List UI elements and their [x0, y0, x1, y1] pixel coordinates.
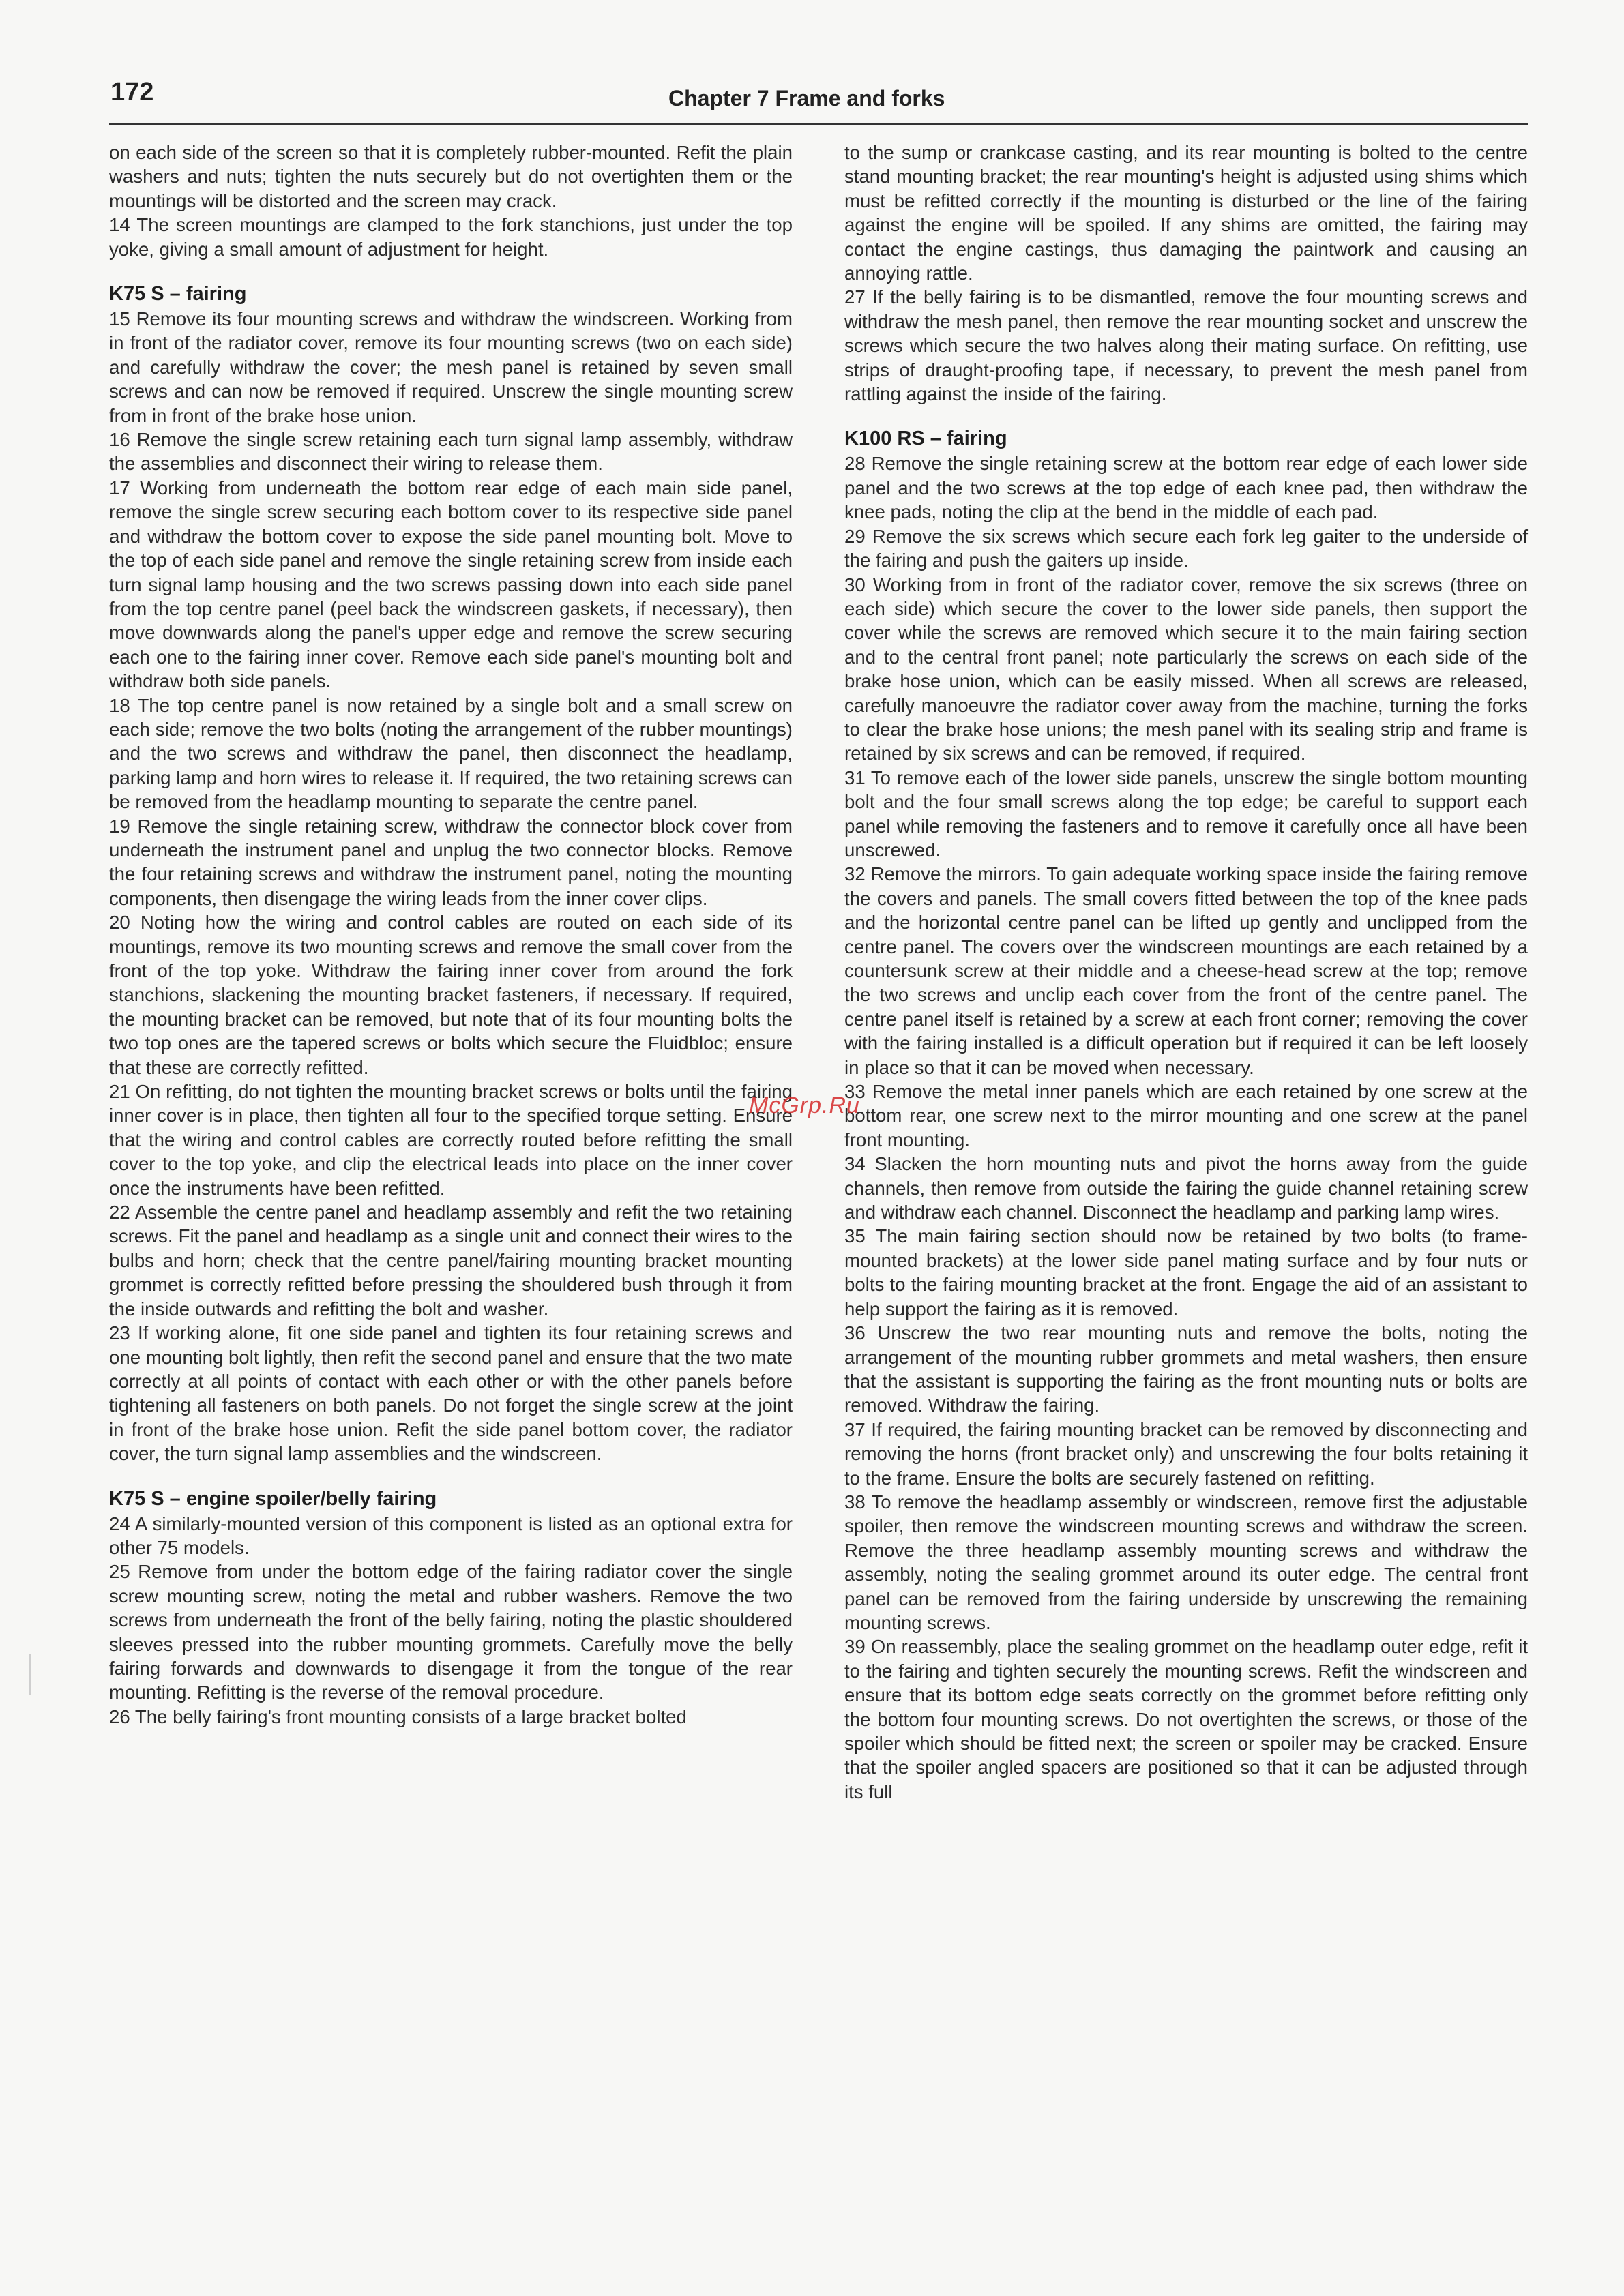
paragraph: 35 The main fairing section should now be retained by two bolts (to frame-mounted brackets) at the lower side panel mating surface and by four nuts or bolts to the fairing mounting bracket at the front. Engage the aid of an assistant to help support the fairing as it is removed. [844, 1225, 1528, 1320]
paragraph: 20 Noting how the wiring and control cables are routed on each side of its mountings, remove its two mounting screws and remove the small cover from the front of the top yoke. Withdraw the fairing inner cover from around the fork stanchions, slackening the mounting bracket fasteners, if necessary. If required, the mounting bracket can be removed, but note that of its four mounting bolts the two top ones are the tapered screws or bolts which secure the Fluidbloc; ensure that these are correctly refitted. [109, 912, 793, 1078]
paragraph: 38 To remove the headlamp assembly or windscreen, remove first the adjustable spoiler, then remove the windscreen mounting screws and withdraw the screen. Remove the three headlamp assembly mounting screws and withdraw the assembly, noting the sealing grommet around its outer edge. The central front panel can be removed from the fairing underside by unscrewing the remaining mounting screws. [844, 1491, 1528, 1633]
paragraph: on each side of the screen so that it is completely rubber-mounted. Refit the plain washers and nuts; tighten the nuts securely but do not overtighten them or the mountings will be distorted and the screen may crack. [109, 142, 793, 211]
paragraph: 17 Working from underneath the bottom rear edge of each main side panel, remove the single screw securing each bottom cover to its respective side panel and withdraw the bottom cover to expose the side panel mounting bolt. Move to the top of each side panel and remove the single retaining screw from inside each turn signal lamp housing and the two screws passing down into each side panel from the top centre panel (peel back the windscreen gaskets, if necessary), then move downwards along the panel's upper edge and remove the screw securing each one to the fairing inner cover. Remove each side panel's mounting bolt and withdraw both side panels. [109, 477, 793, 692]
paragraph: 18 The top centre panel is now retained by a single bolt and a small screw on each side; remove the two bolts (noting the arrangement of the rubber mountings) and the two screws and withdraw the panel, then disconnect the headlamp, parking lamp and horn wires to release it. If required, the two retaining screws can be removed from the headlamp mounting to separate the centre panel. [109, 694, 793, 813]
watermark-text: McGrp.Ru [749, 1092, 860, 1118]
paragraph: 24 A similarly-mounted version of this component is listed as an optional extra for other 75 models. [109, 1512, 793, 1558]
paragraph: 29 Remove the six screws which secure each fork leg gaiter to the underside of the fairing and push the gaiters up inside. [844, 525, 1528, 571]
paragraph: 14 The screen mountings are clamped to the fork stanchions, just under the top yoke, giving a small amount of adjustment for height. [109, 214, 793, 260]
paragraph: 31 To remove each of the lower side panels, unscrew the single bottom mounting bolt and the four small screws along the top edge; be careful to support each panel while removing the fasteners and to remove it carefully once all have been unscrewed. [844, 766, 1528, 861]
paragraph: 22 Assemble the centre panel and headlamp assembly and refit the two retaining screws. Fit the panel and headlamp as a single unit and connect their wires to the bulbs and horn; check that the centre panel/fairing mounting bracket mounting grommet is correctly refitted before pressing the shouldered bush through it from the inside outwards and refitting the bolt and washer. [109, 1202, 793, 1320]
paragraph: 16 Remove the single screw retaining each turn signal lamp assembly, withdraw the assemblies and disconnect their wiring to release them. [109, 429, 793, 475]
paragraph: 19 Remove the single retaining screw, withdraw the connector block cover from underneath the instrument panel and unplug the two connector blocks. Remove the four retaining screws and withdraw the instrument panel, noting the mounting components, then disengage the wiring leads from the inner cover clips. [109, 815, 793, 909]
paragraph: 34 Slacken the horn mounting nuts and pivot the horns away from the guide channels, then remove from outside the fairing the guide channel retaining screw and withdraw each channel. Disconnect the headlamp and parking lamp wires. [844, 1153, 1528, 1223]
paragraph: 36 Unscrew the two rear mounting nuts and remove the bolts, noting the arrangement of the mounting rubber grommets and metal washers, then ensure that the assistant is supporting the fairing as the front mounting nuts or bolts are removed. Withdraw the fairing. [844, 1322, 1528, 1416]
paragraph: 15 Remove its four mounting screws and withdraw the windscreen. Working from in front of the radiator cover, remove its four mounting screws (two on each side) and carefully withdraw the cover; the mesh panel is retained by seven small screws and can now be removed if required. Unscrew the single mounting screw from in front of the brake hose union. [109, 308, 793, 426]
paragraph: 32 Remove the mirrors. To gain adequate working space inside the fairing remove the covers and panels. The small covers fitted between the top of the knee pads and the horizontal centre panel can be lifted up gently and unclipped from the centre panel. The covers over the windscreen mountings are each retained by a countersunk screw at their middle and a cheese-head screw at the top; remove the two screws and unclip each cover from the front of the centre panel. The centre panel itself is retained by a screw at each front corner; removing the cover with the fairing installed is a difficult operation but if required it can be left loosely in place so that it can be moved when necessary. [844, 863, 1528, 1078]
page-header [109, 74, 1528, 128]
section-heading: K75 S – fairing [109, 283, 247, 305]
paragraph: 33 Remove the metal inner panels which are each retained by one screw at the bottom rear, one screw next to the mirror mounting and one screw at the panel front mounting. [844, 1081, 1528, 1150]
page-number: 172 [110, 78, 154, 106]
paragraph: 21 On refitting, do not tighten the mounting bracket screws or bolts until the fairing inner cover is in place, then tighten all four to the specified torque setting. Ensure that the wiring and control cables are correctly routed before refitting the small cover to the top yoke, and clip the electrical leads into place on the inner cover once the instruments have been refitted. [109, 1081, 793, 1199]
paragraph: 25 Remove from under the bottom edge of the fairing radiator cover the single screw mounting screw, noting the metal and rubber washers. Remove the two screws from underneath the front of the belly fairing, noting the plastic shouldered sleeves pressed into the rubber mounting grommets. Carefully move the belly fairing forwards and downwards to disengage it from the tongue of the rear mounting. Refitting is the reverse of the removal procedure. [109, 1561, 793, 1703]
chapter-title: Chapter 7 Frame and forks [668, 86, 945, 110]
left-column [109, 140, 793, 1729]
paragraph: 27 If the belly fairing is to be dismantled, remove the four mounting screws and withdraw the mesh panel, then remove the rear mounting socket and unscrew the screws which secure the two halves along their mating surface. On refitting, use strips of draught-proofing tape, if necessary, to prevent the mesh panel from rattling against the inside of the fairing. [844, 286, 1528, 405]
section-heading: K75 S – engine spoiler/belly fairing [109, 1487, 437, 1510]
paragraph: 30 Working from in front of the radiator cover, remove the six screws (three on each side) which secure the cover to the lower side panels, then support the cover while the screws are removed which secure it to the main fairing section and to the central front panel; note particularly the screws on each side of the brake hose union, which can be easily missed. When all screws are released, carefully manoeuvre the radiator cover away from the machine, turning the forks to clear the brake hose unions; the mesh panel with its sealing strip and frame is retained by six screws and can be removed, if required. [844, 573, 1528, 764]
paragraph: 26 The belly fairing's front mounting consists of a large bracket bolted [109, 1705, 687, 1727]
paragraph: 23 If working alone, fit one side panel and tighten its four retaining screws and one mounting bolt lightly, then refit the second panel and ensure that the two mate correctly at all points of contact with each other or with the other panels before tightening all fasteners on both panels. Do not forget the single screw at the joint in front of the brake hose union. Refit the side panel bottom cover, the radiator cover, the turn signal lamp assemblies and the windscreen. [109, 1322, 793, 1465]
right-column [844, 140, 1528, 1804]
section-heading: K100 RS – fairing [844, 428, 1007, 450]
paragraph: 39 On reassembly, place the sealing grommet on the headlamp outer edge, refit it to the fairing and tighten securely the mounting screws. Refit the windscreen and ensure that its bottom edge seats correctly on the grommet before refitting only the bottom four mounting screws. Do not overtighten the screws, or those of the spoiler which should be fitted next; the screen or spoiler may be cracked. Ensure that the spoiler angled spacers are positioned so that it can be adjusted through its full [844, 1636, 1528, 1802]
paragraph: to the sump or crankcase casting, and its rear mounting is bolted to the centre stand mounting bracket; the rear mounting's height is adjusted using shims which must be refitted correctly if the mounting is disturbed or the line of the fairing against the engine will be spoiled. If any shims are omitted, the fairing may contact the engine castings, thus damaging the paintwork and causing an annoying rattle. [844, 142, 1528, 284]
header-rule [109, 123, 1528, 125]
paragraph: 37 If required, the fairing mounting bracket can be removed by disconnecting and removing the horns (front bracket only) and unscrewing the four bolts retaining it to the frame. Ensure the bolts are securely fastened on refitting. [844, 1418, 1528, 1489]
scan-artifact [29, 1654, 31, 1695]
paragraph: 28 Remove the single retaining screw at the bottom rear edge of each lower side panel and the two screws at the top edge of each knee pad, then withdraw the knee pads, noting the clip at the bend in the middle of each pad. [844, 453, 1528, 523]
